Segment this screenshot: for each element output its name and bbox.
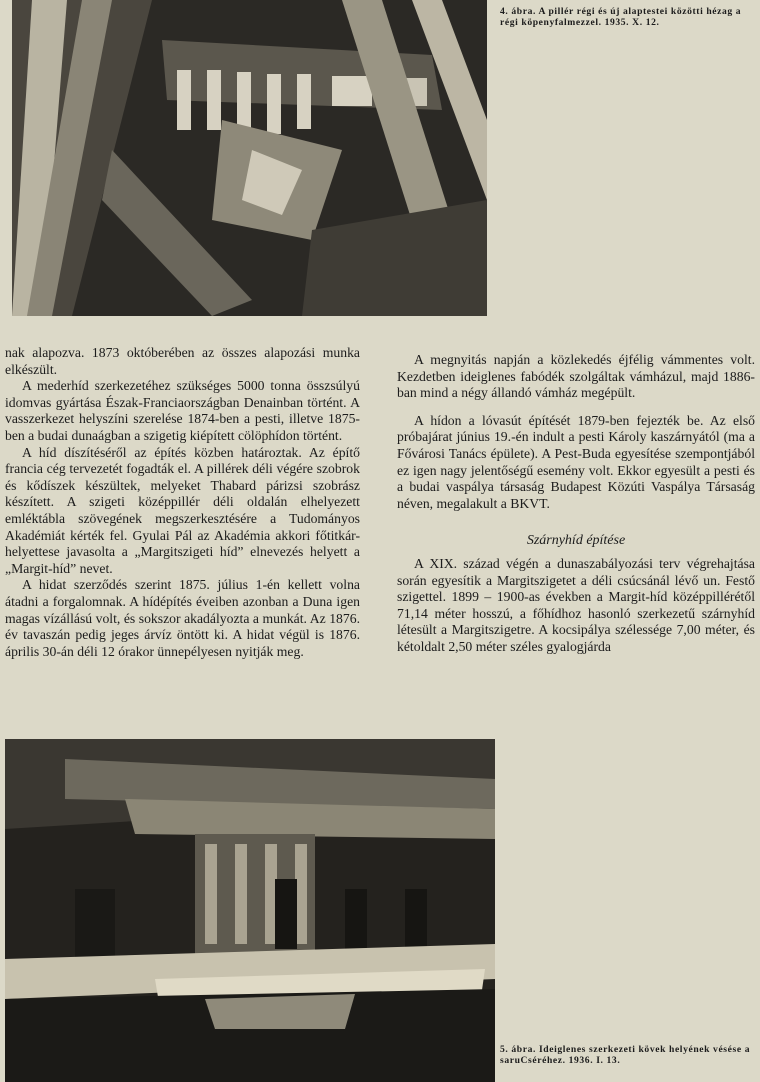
figure-4-image	[12, 0, 487, 316]
paragraph: A híd díszítéséről az építés közben határoztak. Az építő francia cég tervezetét fogadták el. A pillérek déli végére szobrok és kődíszek készültek, melyeket Thabard párizsi szobrász készített. A szigeti középpillér déli oldalán elhelyezett emléktábla szövegének megszerkesztésére a Tudományos Akadémiát kérték fel. Gyulai Pál az Akadémia akkori főtitkár-helyettese javasolta a „Margitszigeti híd” elnevezés helyett a „Margit-híd” nevet.	[5, 444, 360, 576]
paragraph: A megnyitás napján a közlekedés éjfélig vámmentes volt. Kezdetben ideiglenes fabódék szolgáltak vámházul, majd 1886-ban mind a négy állandó vámház megépült.	[397, 352, 755, 401]
paragraph: A hidat szerződés szerint 1875. július 1-én kellett volna átadni a forgalomnak. A hídépítés éveiben azonban a Duna igen magas vízállású volt, és sokszor akadályozta a munkát. Az 1876. év tavaszán pedig jeges árvíz öntött ki. A hidat végül is 1876. április 30-án déli 12 órakor ünnepélyesen nyitják meg.	[5, 577, 360, 659]
figure-5-caption: 5. ábra. Ideiglenes szerkezeti kövek helyének vésése a saruCséréhez. 1936. I. 13.	[500, 1044, 751, 1066]
section-title: Szárnyhíd építése	[526, 533, 626, 549]
left-column	[5, 345, 360, 660]
paragraph: A hídon a lóvasút építését 1879-ben fejezték be. Az első próbajárat június 19.-én indult a pesti Károly kaszárnyától (ma a Fővárosi Tanács épülete). A Pest-Buda egyesítése szempontjából ez igen nagy jelentőségű esemény volt. Ekkor egyesült a pesti és a budai vaspálya társaság Budapest Közúti Vaspálya Társaság néven, megalakult a BKVT.	[397, 412, 755, 511]
figure-5-photo	[5, 739, 495, 1082]
paragraph: nak alapozva. 1873 októberében az összes alapozási munka elkészült.	[5, 345, 360, 377]
figure-4-caption: 4. ábra. A pillér régi és új alaptestei közötti hézag a régi köpenyfalmezzel. 1935. X. 12.	[500, 6, 742, 28]
figure-5-image	[5, 739, 495, 1082]
paragraph: A mederhíd szerkezetéhez szükséges 5000 tonna összsúlyú idomvas gyártása Észak-Franciaországban Denainban történt. A vasszerkezet helyszíni szerelése 1874-ben a pesti, illetve 1875-ben a budai dunaágban a szigetig kiépített cölöphídon történt.	[5, 378, 360, 443]
paragraph: A XIX. század végén a dunaszabályozási terv végrehajtása során egyesítik a Margitszigetet a déli csúcsánál lévő un. Festő szigettel. 1899 – 1900-as években a Margit-híd középpillérétől 71,14 méter hosszú, a főhídhoz hasonló szerkezetű szárnyhíd létesült a Margitszigetre. A kocsipálya szélessége 7,00 méter, és kétoldalt 2,50 méter széles gyalogjárda	[397, 555, 755, 654]
figure-4-photo	[12, 0, 487, 316]
right-column	[397, 352, 755, 656]
